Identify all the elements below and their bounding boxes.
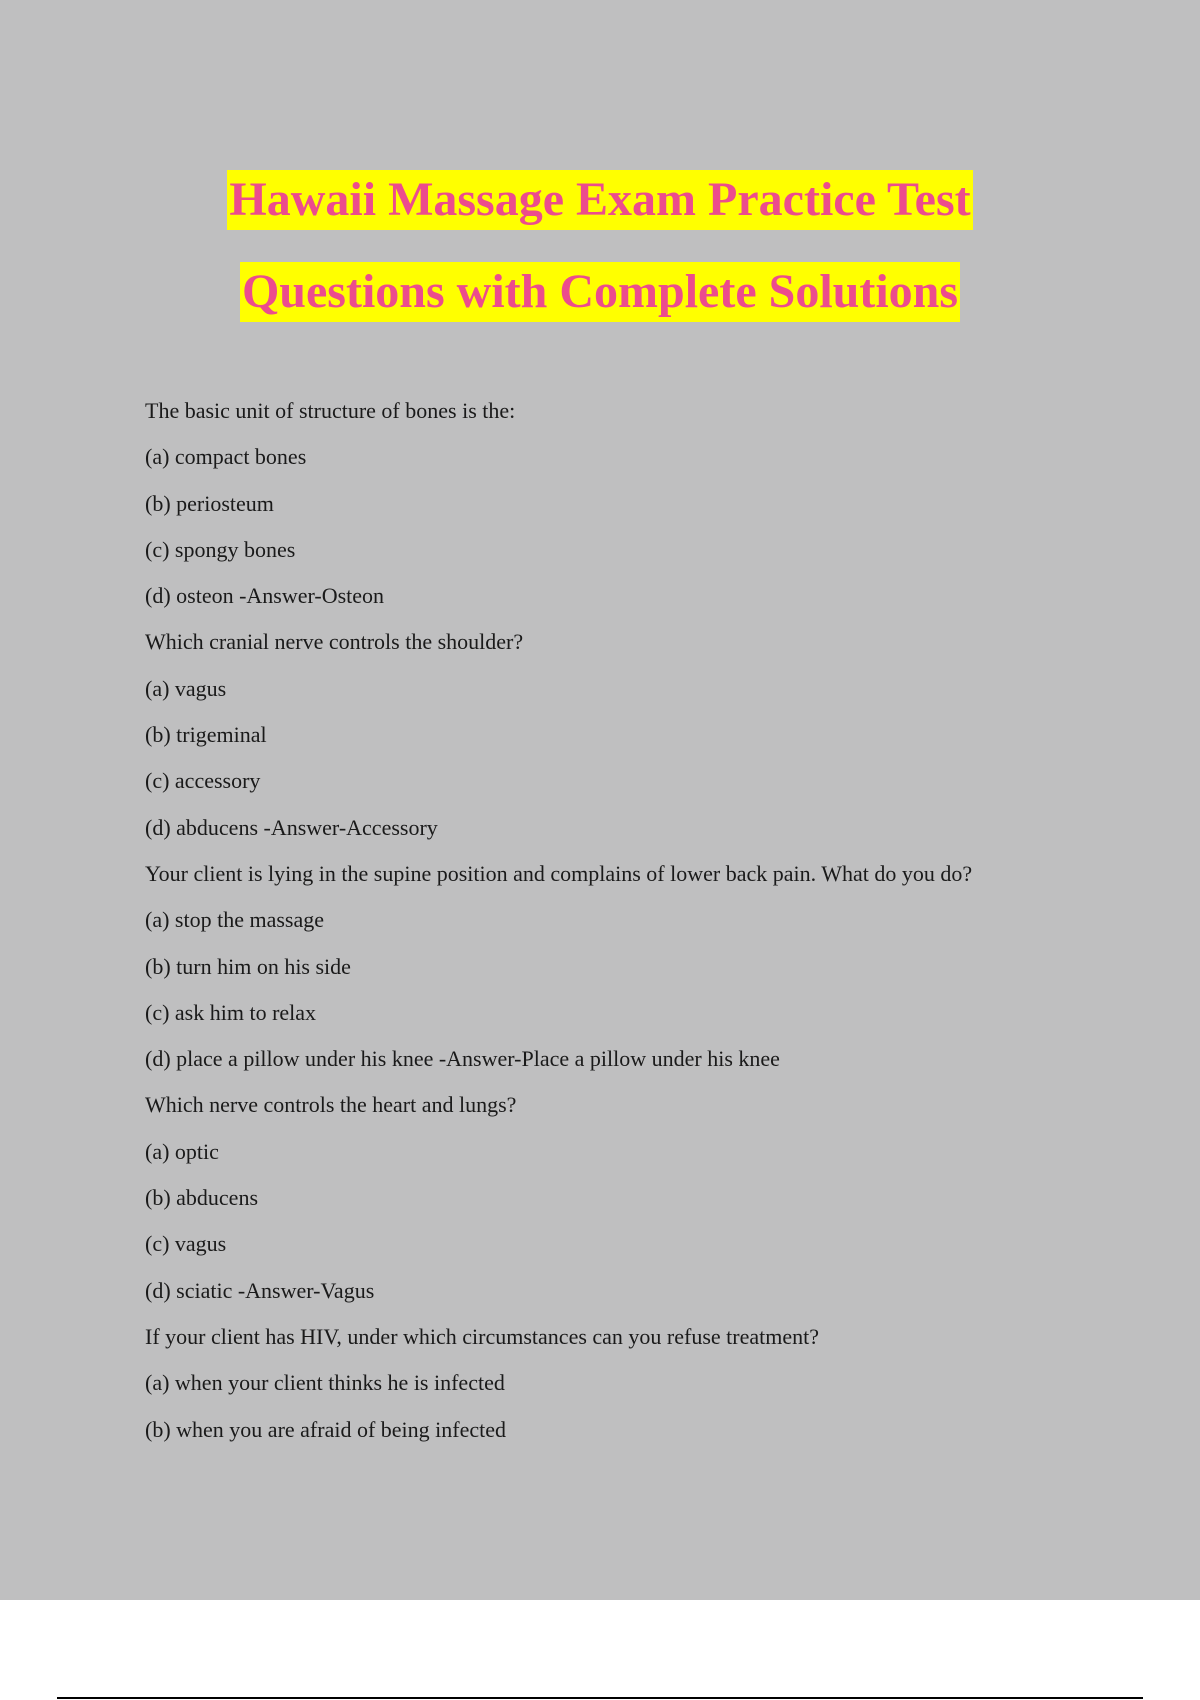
question-list xyxy=(145,393,1145,1458)
answer-option: (b) when you are afraid of being infected xyxy=(145,1416,507,1442)
answer-option: (c) spongy bones xyxy=(145,536,296,562)
answer-option: (c) vagus xyxy=(145,1231,227,1257)
question-text: Your client is lying in the supine position and complains of lower back pain. What do you do? xyxy=(145,860,973,886)
question-text: Which nerve controls the heart and lungs? xyxy=(145,1092,517,1118)
answer-option: (b) abducens xyxy=(145,1185,259,1211)
answer-option-with-solution: (d) place a pillow under his knee -Answer-Place a pillow under his knee xyxy=(145,1046,780,1072)
answer-option-with-solution: (d) abducens -Answer-Accessory xyxy=(145,814,438,840)
answer-option-with-solution: (d) osteon -Answer-Osteon xyxy=(145,583,385,609)
document-title xyxy=(0,170,1200,354)
answer-option: (c) accessory xyxy=(145,768,261,794)
question-text: If your client has HIV, under which circumstances can you refuse treatment? xyxy=(145,1323,820,1349)
answer-option: (a) optic xyxy=(145,1138,219,1164)
answer-option: (b) periosteum xyxy=(145,490,274,516)
title-line-2 xyxy=(0,262,1200,354)
answer-option-with-solution: (d) sciatic -Answer-Vagus xyxy=(145,1277,375,1303)
answer-option: (b) turn him on his side xyxy=(145,953,351,979)
answer-option: (a) compact bones xyxy=(145,444,307,470)
title-text-2: Questions with Complete Solutions xyxy=(240,262,960,322)
question-text: Which cranial nerve controls the shoulder? xyxy=(145,629,524,655)
footer-divider xyxy=(57,1697,1143,1699)
answer-option: (a) when your client thinks he is infected xyxy=(145,1370,505,1396)
title-text-1: Hawaii Massage Exam Practice Test xyxy=(227,170,972,230)
title-line-1 xyxy=(0,170,1200,262)
question-text: The basic unit of structure of bones is the: xyxy=(145,398,516,423)
answer-option: (c) ask him to relax xyxy=(145,999,317,1025)
answer-option: (b) trigeminal xyxy=(145,722,267,748)
answer-option: (a) stop the massage xyxy=(145,907,324,933)
answer-option: (a) vagus xyxy=(145,675,227,701)
